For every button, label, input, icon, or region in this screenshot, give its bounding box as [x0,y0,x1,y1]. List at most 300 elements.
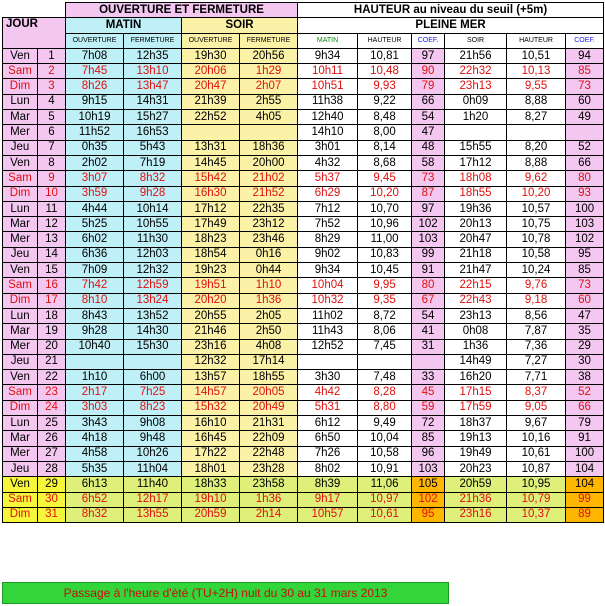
coef-soir: 85 [566,263,604,278]
ouverture-matin: 3h43 [66,416,124,431]
fermeture-matin: 9h48 [124,431,182,446]
coef-soir: 30 [566,354,604,369]
pleine-mer-soir: 0h09 [445,94,507,109]
fermeture-soir [240,125,298,140]
table-row [3,416,604,431]
hauteur-soir: 8,27 [507,110,566,125]
pleine-mer-soir: 1h20 [445,110,507,125]
coef-matin: 48 [412,140,445,155]
coef-soir: 100 [566,446,604,461]
hauteur-soir: 10,24 [507,263,566,278]
hauteur-soir [507,125,566,140]
pleine-mer-matin: 7h12 [298,201,358,216]
fermeture-soir: 23h46 [240,232,298,247]
pleine-mer-soir: 0h08 [445,324,507,339]
ouverture-matin: 4h18 [66,431,124,446]
fermeture-soir: 2h07 [240,79,298,94]
coef-soir: 52 [566,385,604,400]
day-name: Mer [3,232,38,247]
coef-matin: 54 [412,308,445,323]
pleine-mer-matin: 9h34 [298,263,358,278]
table-row [3,446,604,461]
header-ouverture: OUVERTURE ET FERMETURE [66,3,298,18]
hauteur-soir: 9,76 [507,278,566,293]
tide-table [2,2,604,523]
ouverture-soir: 15h32 [182,400,240,415]
day-number: 8 [38,155,66,170]
pleine-mer-soir: 18h55 [445,186,507,201]
fermeture-soir: 22h09 [240,431,298,446]
day-name: Ven [3,477,38,492]
day-number: 21 [38,354,66,369]
ouverture-soir: 21h39 [182,94,240,109]
coef-soir: 102 [566,232,604,247]
hauteur-soir: 8,88 [507,94,566,109]
coef-soir: 35 [566,324,604,339]
pleine-mer-matin: 8h39 [298,477,358,492]
ouverture-soir: 19h10 [182,492,240,507]
fermeture-soir: 0h44 [240,263,298,278]
coef-matin: 79 [412,79,445,94]
pleine-mer-soir: 22h32 [445,64,507,79]
hauteur-soir: 8,88 [507,155,566,170]
day-number: 26 [38,431,66,446]
coef-soir: 73 [566,79,604,94]
coef-soir: 52 [566,140,604,155]
coef-matin: 90 [412,64,445,79]
hauteur-matin: 9,45 [358,171,412,186]
coef-soir: 94 [566,48,604,63]
pleine-mer-matin: 4h42 [298,385,358,400]
day-number: 20 [38,339,66,354]
fermeture-matin: 14h30 [124,324,182,339]
day-name: Jeu [3,354,38,369]
pleine-mer-soir [445,125,507,140]
ouverture-matin [66,354,124,369]
hauteur-matin: 8,80 [358,400,412,415]
day-number: 27 [38,446,66,461]
hauteur-matin: 10,04 [358,431,412,446]
hauteur-soir: 10,78 [507,232,566,247]
day-name: Sam [3,492,38,507]
pleine-mer-soir: 17h15 [445,385,507,400]
sub-fermeture-matin: FERMETURE [124,33,182,48]
coef-matin: 54 [412,110,445,125]
hauteur-matin: 10,91 [358,461,412,476]
coef-soir: 60 [566,293,604,308]
coef-soir: 73 [566,278,604,293]
day-number: 23 [38,385,66,400]
table-row [3,64,604,79]
fermeture-soir: 2h05 [240,308,298,323]
hauteur-matin: 10,70 [358,201,412,216]
coef-soir: 93 [566,186,604,201]
ouverture-matin: 7h08 [66,48,124,63]
ouverture-soir: 20h47 [182,79,240,94]
pleine-mer-matin: 5h37 [298,171,358,186]
coef-soir: 47 [566,308,604,323]
header-row-2 [3,18,604,33]
table-row [3,186,604,201]
coef-matin: 85 [412,431,445,446]
sub-hauteur-1: HAUTEUR [358,33,412,48]
ouverture-matin: 7h09 [66,263,124,278]
ouverture-soir: 14h57 [182,385,240,400]
fermeture-matin: 13h10 [124,64,182,79]
ouverture-soir: 20h06 [182,64,240,79]
day-name: Jeu [3,461,38,476]
fermeture-matin: 6h00 [124,370,182,385]
day-number: 10 [38,186,66,201]
ouverture-matin: 6h02 [66,232,124,247]
coef-matin: 59 [412,400,445,415]
pleine-mer-matin: 4h32 [298,155,358,170]
fermeture-matin: 10h26 [124,446,182,461]
fermeture-matin: 8h32 [124,171,182,186]
table-row [3,354,604,369]
sub-coef-2: COEF. [566,33,604,48]
day-name: Dim [3,400,38,415]
day-name: Sam [3,278,38,293]
pleine-mer-matin: 9h17 [298,492,358,507]
coef-matin: 97 [412,201,445,216]
day-name: Mar [3,431,38,446]
day-name: Sam [3,64,38,79]
fermeture-soir: 1h36 [240,293,298,308]
coef-soir: 104 [566,461,604,476]
day-name: Mer [3,446,38,461]
ouverture-matin: 10h40 [66,339,124,354]
ouverture-soir: 19h51 [182,278,240,293]
hauteur-soir: 9,05 [507,400,566,415]
day-name: Mar [3,324,38,339]
fermeture-matin: 12h03 [124,247,182,262]
hauteur-soir: 10,87 [507,461,566,476]
ouverture-soir: 15h42 [182,171,240,186]
fermeture-matin: 9h28 [124,186,182,201]
fermeture-soir: 21h31 [240,416,298,431]
coef-matin: 91 [412,263,445,278]
sub-soir: SOIR [445,33,507,48]
day-name: Ven [3,48,38,63]
fermeture-soir: 21h02 [240,171,298,186]
pleine-mer-matin: 10h11 [298,64,358,79]
day-number: 24 [38,400,66,415]
day-number: 28 [38,461,66,476]
day-name: Sam [3,385,38,400]
pleine-mer-soir: 17h59 [445,400,507,415]
day-name: Ven [3,155,38,170]
pleine-mer-soir: 22h15 [445,278,507,293]
fermeture-soir: 0h16 [240,247,298,262]
hauteur-matin: 8,68 [358,155,412,170]
fermeture-soir: 2h50 [240,324,298,339]
pleine-mer-soir: 1h36 [445,339,507,354]
fermeture-soir: 2h55 [240,94,298,109]
hauteur-matin: 10,81 [358,48,412,63]
fermeture-soir: 20h00 [240,155,298,170]
day-name: Dim [3,79,38,94]
coef-matin: 31 [412,339,445,354]
pleine-mer-soir: 23h13 [445,79,507,94]
day-number: 2 [38,64,66,79]
hauteur-soir: 9,55 [507,79,566,94]
hauteur-soir: 10,20 [507,186,566,201]
fermeture-matin: 13h24 [124,293,182,308]
table-row [3,217,604,232]
day-number: 18 [38,308,66,323]
coef-matin: 103 [412,461,445,476]
ouverture-soir: 20h20 [182,293,240,308]
pleine-mer-soir: 23h16 [445,507,507,522]
day-number: 19 [38,324,66,339]
fermeture-soir: 1h29 [240,64,298,79]
sub-ouverture-soir: OUVERTURE [182,33,240,48]
coef-soir: 60 [566,94,604,109]
hauteur-soir: 7,27 [507,354,566,369]
coef-soir: 66 [566,400,604,415]
hauteur-soir: 10,16 [507,431,566,446]
fermeture-matin: 13h55 [124,507,182,522]
fermeture-soir: 4h08 [240,339,298,354]
hauteur-matin: 10,45 [358,263,412,278]
ouverture-matin: 6h36 [66,247,124,262]
hauteur-soir: 8,56 [507,308,566,323]
coef-matin: 105 [412,477,445,492]
ouverture-matin: 7h45 [66,64,124,79]
coef-soir [566,125,604,140]
day-number: 11 [38,201,66,216]
day-number: 14 [38,247,66,262]
day-number: 6 [38,125,66,140]
coef-matin: 95 [412,507,445,522]
fermeture-matin: 13h47 [124,79,182,94]
table-row [3,324,604,339]
ouverture-matin: 3h07 [66,171,124,186]
pleine-mer-matin [298,354,358,369]
ouverture-matin: 4h44 [66,201,124,216]
ouverture-matin: 0h35 [66,140,124,155]
day-number: 3 [38,79,66,94]
coef-soir: 38 [566,370,604,385]
ouverture-soir: 16h45 [182,431,240,446]
day-number: 25 [38,416,66,431]
table-row [3,293,604,308]
coef-soir: 89 [566,507,604,522]
coef-soir: 80 [566,171,604,186]
pleine-mer-matin: 8h29 [298,232,358,247]
pleine-mer-soir: 15h55 [445,140,507,155]
fermeture-matin: 10h55 [124,217,182,232]
hauteur-matin: 8,00 [358,125,412,140]
header-row-1 [3,3,604,18]
fermeture-matin: 15h30 [124,339,182,354]
table-row [3,492,604,507]
hauteur-matin: 8,14 [358,140,412,155]
coef-matin: 97 [412,48,445,63]
hauteur-matin: 10,20 [358,186,412,201]
day-number: 5 [38,110,66,125]
header-row-3 [3,33,604,48]
ouverture-soir: 17h12 [182,201,240,216]
fermeture-soir: 18h36 [240,140,298,155]
coef-matin: 99 [412,247,445,262]
ouverture-matin: 5h35 [66,461,124,476]
day-number: 7 [38,140,66,155]
day-name: Lun [3,201,38,216]
pleine-mer-matin: 9h02 [298,247,358,262]
coef-matin: 87 [412,186,445,201]
hauteur-matin: 10,58 [358,446,412,461]
day-name: Dim [3,293,38,308]
table-row [3,171,604,186]
table-row [3,79,604,94]
coef-soir: 99 [566,492,604,507]
day-number: 17 [38,293,66,308]
hauteur-matin: 9,95 [358,278,412,293]
day-number: 12 [38,217,66,232]
hauteur-matin: 10,48 [358,64,412,79]
hauteur-matin: 7,45 [358,339,412,354]
pleine-mer-soir: 23h13 [445,308,507,323]
header-jour: JOUR [3,18,66,49]
coef-soir: 91 [566,431,604,446]
hauteur-soir: 10,79 [507,492,566,507]
pleine-mer-matin: 7h52 [298,217,358,232]
ouverture-soir: 20h55 [182,308,240,323]
hauteur-matin: 11,06 [358,477,412,492]
pleine-mer-soir: 21h56 [445,48,507,63]
footnote: Passage à l'heure d'été (TU+2H) nuit du 30 au 31 mars 2013 [2,582,449,604]
fermeture-matin: 12h32 [124,263,182,278]
hauteur-soir: 10,37 [507,507,566,522]
pleine-mer-matin: 3h01 [298,140,358,155]
fermeture-matin: 10h14 [124,201,182,216]
header-matin: MATIN [66,18,182,33]
ouverture-matin: 5h25 [66,217,124,232]
table-row [3,140,604,155]
day-number: 15 [38,263,66,278]
pleine-mer-soir: 21h36 [445,492,507,507]
fermeture-soir: 20h49 [240,400,298,415]
day-number: 1 [38,48,66,63]
fermeture-matin: 11h04 [124,461,182,476]
pleine-mer-matin: 11h02 [298,308,358,323]
table-row [3,400,604,415]
fermeture-matin: 13h52 [124,308,182,323]
table-row [3,247,604,262]
ouverture-soir: 13h31 [182,140,240,155]
pleine-mer-matin: 9h34 [298,48,358,63]
fermeture-matin: 11h40 [124,477,182,492]
fermeture-soir: 1h10 [240,278,298,293]
hauteur-matin: 11,00 [358,232,412,247]
table-row [3,125,604,140]
pleine-mer-matin: 8h02 [298,461,358,476]
hauteur-matin: 10,96 [358,217,412,232]
coef-soir: 66 [566,155,604,170]
day-name: Mar [3,217,38,232]
hauteur-matin: 7,48 [358,370,412,385]
pleine-mer-matin: 10h32 [298,293,358,308]
hauteur-matin: 9,22 [358,94,412,109]
pleine-mer-matin: 10h51 [298,79,358,94]
day-name: Lun [3,94,38,109]
ouverture-matin: 6h52 [66,492,124,507]
day-number: 29 [38,477,66,492]
coef-matin: 33 [412,370,445,385]
hauteur-soir: 10,13 [507,64,566,79]
coef-soir: 85 [566,64,604,79]
coef-matin: 47 [412,125,445,140]
pleine-mer-soir: 21h47 [445,263,507,278]
fermeture-matin: 15h27 [124,110,182,125]
ouverture-matin: 8h10 [66,293,124,308]
hauteur-soir: 10,75 [507,217,566,232]
ouverture-soir: 14h45 [182,155,240,170]
day-name: Jeu [3,247,38,262]
coef-matin: 96 [412,446,445,461]
coef-matin: 58 [412,155,445,170]
table-row [3,232,604,247]
hauteur-matin: 9,35 [358,293,412,308]
hauteur-soir: 7,87 [507,324,566,339]
day-name: Dim [3,186,38,201]
hauteur-matin: 8,06 [358,324,412,339]
fermeture-matin: 16h53 [124,125,182,140]
pleine-mer-soir: 16h20 [445,370,507,385]
day-number: 9 [38,171,66,186]
hauteur-matin: 9,49 [358,416,412,431]
pleine-mer-matin: 12h52 [298,339,358,354]
hauteur-matin: 8,28 [358,385,412,400]
ouverture-soir: 23h16 [182,339,240,354]
day-name: Lun [3,308,38,323]
coef-matin: 72 [412,416,445,431]
hauteur-soir: 8,20 [507,140,566,155]
day-number: 30 [38,492,66,507]
header-pleine-mer: PLEINE MER [298,18,604,33]
coef-matin: 41 [412,324,445,339]
pleine-mer-matin: 6h50 [298,431,358,446]
ouverture-matin: 3h03 [66,400,124,415]
day-number: 4 [38,94,66,109]
hauteur-matin [358,354,412,369]
fermeture-soir: 2h14 [240,507,298,522]
pleine-mer-soir: 19h13 [445,431,507,446]
hauteur-soir: 9,62 [507,171,566,186]
fermeture-matin: 11h30 [124,232,182,247]
coef-matin: 103 [412,232,445,247]
sub-matin: MATIN [298,33,358,48]
table-row [3,308,604,323]
hauteur-soir: 10,61 [507,446,566,461]
pleine-mer-matin: 6h12 [298,416,358,431]
pleine-mer-soir: 20h59 [445,477,507,492]
day-name: Mer [3,339,38,354]
pleine-mer-matin: 6h29 [298,186,358,201]
ouverture-soir [182,125,240,140]
ouverture-soir: 17h22 [182,446,240,461]
ouverture-matin: 10h19 [66,110,124,125]
sub-fermeture-soir: FERMETURE [240,33,298,48]
pleine-mer-matin: 11h43 [298,324,358,339]
header-soir: SOIR [182,18,298,33]
coef-soir: 79 [566,416,604,431]
hauteur-matin: 10,97 [358,492,412,507]
day-number: 13 [38,232,66,247]
pleine-mer-matin: 12h40 [298,110,358,125]
